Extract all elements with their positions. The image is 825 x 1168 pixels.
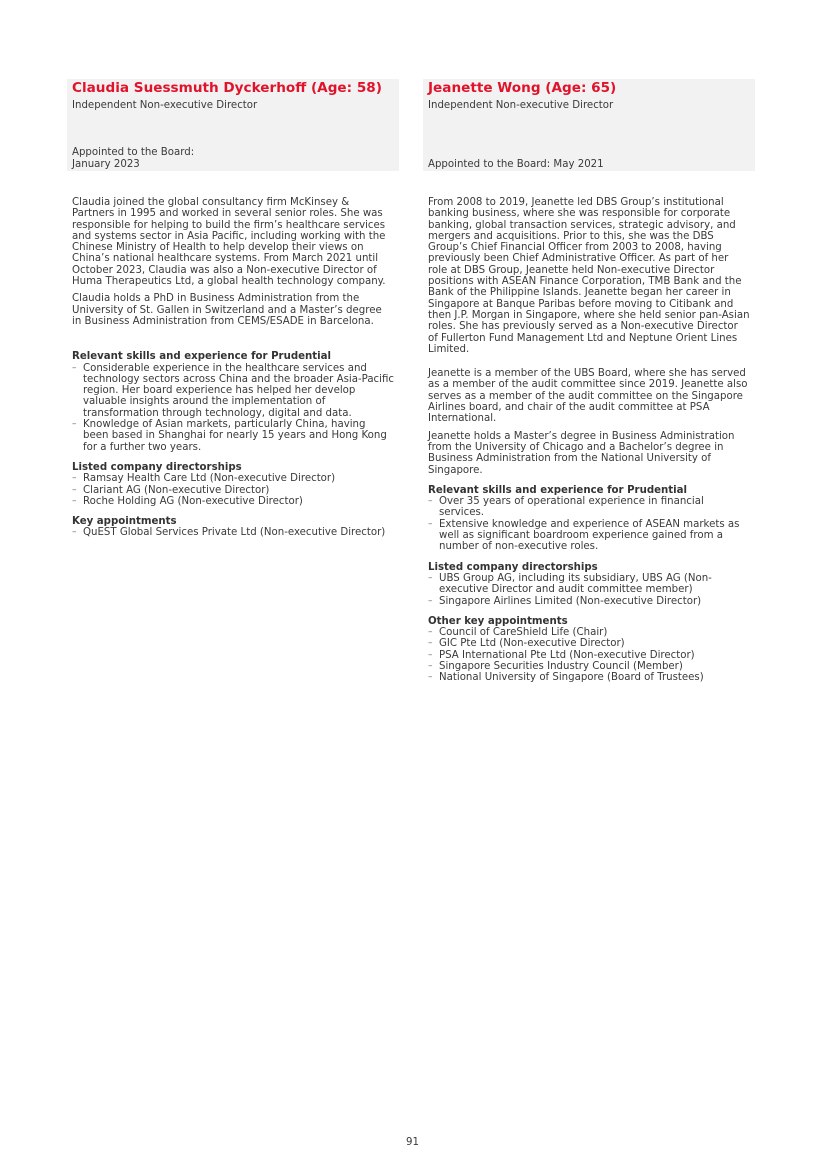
director-name: Jeanette Wong (Age: 65) (428, 80, 617, 96)
list-item: – Council of CareShield Life (Chair) (428, 627, 750, 638)
appointed-date (72, 147, 194, 170)
page-number: 91 (406, 1137, 419, 1148)
list-item: – Singapore Securities Industry Council (Member) (428, 661, 750, 672)
section-title-directorships: Listed company directorships (72, 461, 242, 473)
list-item: – National University of Singapore (Board of Trustees) (428, 672, 750, 683)
appointed-date (428, 159, 604, 171)
bio-paragraph: Jeanette is a member of the UBS Board, where she has served as a member of the audit committee since 2019. Jeanette also serves as a member of the audit committee on the Singapore Airlines board, and chair of the audit committee at PSA International. (428, 368, 748, 425)
list-item: – Knowledge of Asian markets, particularly China, having been based in Shanghai for nearly 15 years and Hong Kong for a further two years. (72, 419, 394, 453)
section-title-skills: Relevant skills and experience for Prudential (72, 351, 332, 363)
appointed-label: Appointed to the Board: (72, 147, 195, 158)
appointments-list (428, 627, 750, 683)
list-item: – QuEST Global Services Private Ltd (Non-executive Director) (72, 527, 394, 538)
skills-list (428, 496, 750, 552)
bio-paragraph: Jeanette holds a Master’s degree in Business Administration from the University of Chicago and a Bachelor’s degree in Business Administration from the National University of Singapore. (428, 430, 735, 476)
director-header (67, 79, 399, 171)
list-item: – PSA International Pte Ltd (Non-executive Director) (428, 650, 750, 661)
director-name: Claudia Suessmuth Dyckerhoff (Age: 58) (72, 80, 382, 96)
list-item: – Considerable experience in the healthcare services and technology sectors across China and the broader Asia-Pacific region. Her board experience has helped her develop valuable insights around the implementation of transformation through technology, digital and data. (72, 363, 394, 419)
list-item: – GIC Pte Ltd (Non-executive Director) (428, 638, 750, 649)
list-item: – UBS Group AG, including its subsidiary, UBS AG (Non-executive Director and audit committee member) (428, 573, 750, 596)
director-role: Independent Non-executive Director (72, 100, 258, 111)
section-title-skills: Relevant skills and experience for Prudential (428, 484, 688, 496)
director-profile-claudia (67, 79, 399, 539)
appointed-value: January 2023 (72, 158, 140, 170)
section-title-appointments: Key appointments (72, 516, 177, 528)
list-item: – Ramsay Health Care Ltd (Non-executive Director) (72, 473, 394, 484)
director-profile-jeanette (423, 79, 755, 684)
bio-paragraph: Claudia holds a PhD in Business Administration from the University of St. Gallen in Switzerland and a Master’s degree in Business Administration from CEMS/ESADE in Barcelona. (72, 293, 382, 327)
appointments-list (72, 527, 394, 538)
section-title-appointments: Other key appointments (428, 615, 568, 627)
list-item: – Clariant AG (Non-executive Director) (72, 485, 394, 496)
directorships-list (72, 473, 394, 507)
director-body (423, 197, 755, 684)
bio-paragraph: From 2008 to 2019, Jeanette led DBS Group’s institutional banking business, where she was responsible for corporate banking, global transaction services, strategic advisory, and mergers and acquisitions. Prior to this, she was the DBS Group’s Chief Financial Officer from 2003 to 2008, having previously been Chief Administrative Officer. As part of her role at DBS Group, Jeanette held Non-executive Director positions with ASEAN Finance Corporation, TMB Bank and the Bank of the Philippine Islands. Jeanette began her career in Singapore at Banque Paribas before moving to Citibank and then J.P. Morgan in Singapore, where she held senior pan-Asian roles. She has previously served as a Non-executive Director of Fullerton Fund Management Ltd and Neptune Orient Lines Limited. (428, 197, 750, 355)
section-title-directorships: Listed company directorships (428, 561, 598, 573)
bio-paragraph: Claudia joined the global consultancy firm McKinsey & Partners in 1995 and worked in several senior roles. She was responsible for helping to build the firm’s healthcare services and systems sector in Asia Pacific, including working with the Chinese Ministry of Health to help develop their views on China’s national healthcare systems. From March 2021 until October 2023, Claudia was also a Non-executive Director of Huma Therapeutics Ltd, a global health technology company. (72, 197, 386, 288)
director-body (67, 197, 399, 539)
director-role: Independent Non-executive Director (428, 100, 614, 111)
directorships-list (428, 573, 750, 607)
director-header (423, 79, 755, 171)
appointed-label: Appointed to the Board: May 2021 (428, 158, 604, 170)
list-item: – Singapore Airlines Limited (Non-executive Director) (428, 596, 750, 607)
list-item: – Over 35 years of operational experience in financial services. (428, 496, 750, 519)
skills-list (72, 363, 394, 453)
list-item: – Roche Holding AG (Non-executive Director) (72, 496, 394, 507)
list-item: – Extensive knowledge and experience of ASEAN markets as well as significant boardroom experience gained from a number of non-executive roles. (428, 519, 750, 553)
